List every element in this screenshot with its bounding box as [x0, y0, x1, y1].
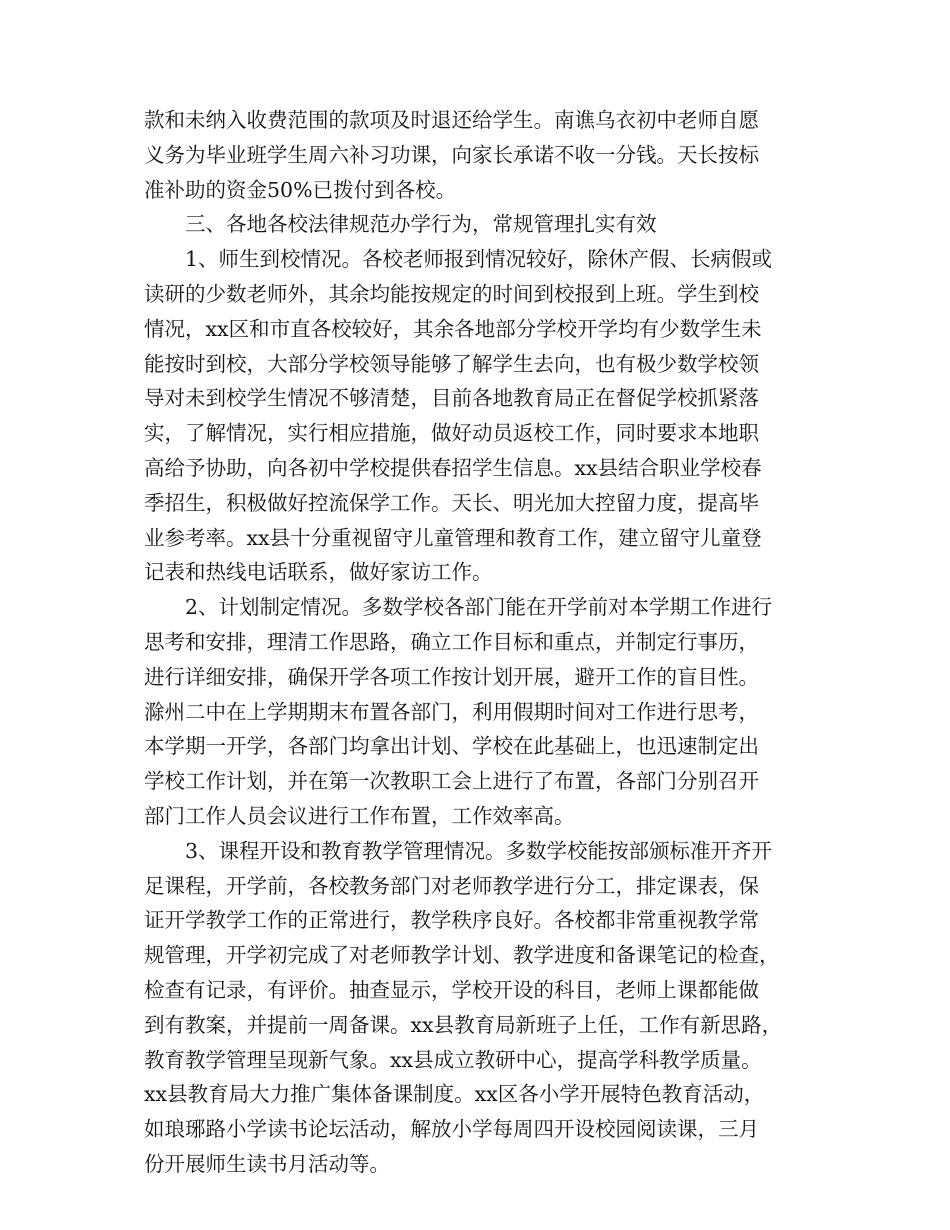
text-line: 足课程，开学前，各校教务部门对老师教学进行分工，排定课表，保 — [144, 873, 759, 898]
text-line: 款和未纳入收费范围的款项及时退还给学生。南谯乌衣初中老师自愿 — [144, 108, 759, 132]
text-line: 思考和安排，理清工作思路，确立工作目标和重点，并制定行事历， — [144, 629, 759, 654]
text-line: 季招生，积极做好控流保学工作。天长、明光加大控留力度，提高毕 — [144, 490, 759, 515]
text-line: 能按时到校，大部分学校领导能够了解学生去向，也有极少数学校领 — [144, 351, 759, 376]
text-line: xx县教育局大力推广集体备课制度。xx区各小学开展特色教育活动， — [144, 1082, 765, 1107]
text-line: 进行详细安排，确保开学各项工作按计划开展，避开工作的盲目性。 — [144, 664, 759, 689]
text-line: 读研的少数老师外，其余均能按规定的时间到校报到上班。学生到校 — [144, 281, 759, 306]
text-line: 2、计划制定情况。多数学校各部门能在开学前对本学期工作进行 — [185, 595, 773, 620]
text-line: 义务为毕业班学生周六补习功课，向家长承诺不收一分钱。天长按标 — [144, 142, 759, 167]
text-line: 证开学教学工作的正常进行，教学秩序良好。各校都非常重视教学常 — [144, 908, 759, 933]
text-line: 学校工作计划，并在第一次教职工会上进行了布置，各部门分别召开 — [144, 769, 759, 794]
text-line: 规管理，开学初完成了对老师教学计划、教学进度和备课笔记的检查， — [144, 943, 780, 968]
text-line: 记表和热线电话联系，做好家访工作。 — [144, 560, 493, 585]
text-line: 情况，xx区和市直各校较好，其余各地部分学校开学均有少数学生未 — [144, 316, 762, 341]
text-line: 本学期一开学，各部门均拿出计划、学校在此基础上，也迅速制定出 — [144, 734, 759, 759]
text-line: 部门工作人员会议进行工作布置，工作效率高。 — [144, 803, 575, 828]
text-line: 准补助的资金50%已拨付到各校。 — [144, 177, 457, 202]
text-line: 1、师生到校情况。各校老师报到情况较好，除休产假、长病假或 — [185, 247, 773, 272]
text-line: 实，了解情况，实行相应措施，做好动员返校工作，同时要求本地职 — [144, 421, 759, 446]
document-body — [144, 103, 814, 1182]
text-line: 滁州二中在上学期期末布置各部门，利用假期时间对工作进行思考， — [144, 699, 759, 724]
text-line: 份开展师生读书月活动等。 — [144, 1151, 390, 1176]
text-line: 导对未到校学生情况不够清楚，目前各地教育局正在督促学校抓紧落 — [144, 386, 759, 411]
text-line: 到有教案，并提前一周备课。xx县教育局新班子上任，工作有新思路， — [144, 1012, 783, 1037]
text-line: 高给予协助，向各初中学校提供春招学生信息。xx县结合职业学校春 — [144, 455, 762, 480]
text-line: 如琅琊路小学读书论坛活动，解放小学每周四开设校园阅读课，三月 — [144, 1117, 759, 1142]
text-line: 业参考率。xx县十分重视留守儿童管理和教育工作，建立留守儿童登 — [144, 525, 762, 550]
section-heading: 三、各地各校法律规范办学行为，常规管理扎实有效 — [185, 212, 657, 237]
text-line: 检查有记录，有评价。抽查显示，学校开设的科目，老师上课都能做 — [144, 977, 759, 1002]
text-line: 教育教学管理呈现新气象。xx县成立教研中心，提高学科教学质量。 — [144, 1047, 762, 1072]
text-line: 3、课程开设和教育教学管理情况。多数学校能按部颁标准开齐开 — [185, 838, 773, 863]
